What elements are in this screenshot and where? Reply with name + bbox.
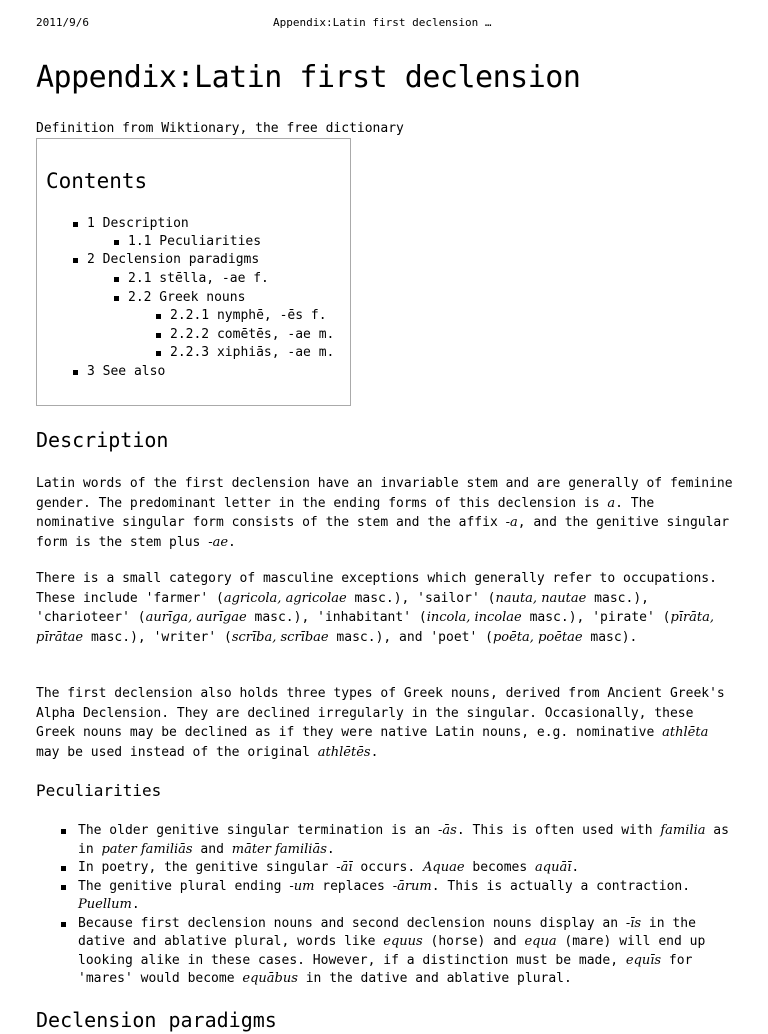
- toc-item-greek-nouns[interactable]: 2.2 Greek nouns: [128, 290, 246, 305]
- section-heading-peculiarities: Peculiarities: [36, 781, 162, 800]
- source-line: Definition from Wiktionary, the free dictionary: [36, 121, 404, 136]
- table-of-contents: [36, 138, 351, 406]
- section-heading-description: Description: [36, 428, 169, 452]
- toc-item-stella[interactable]: 2.1 stēlla, -ae f.: [128, 271, 269, 286]
- page-title: Appendix:Latin first declension: [36, 60, 581, 95]
- paragraph-description-1: Latin words of the first declension have an invariable stem and are generally of feminine gender. The predominant letter in the ending forms of this declension is a. The nominative singular form consists of the stem and the affix -a, and the genitive singular form is the stem plus -ae.: [36, 476, 733, 550]
- list-item: In poetry, the genitive singular -āī occurs. Aquae becomes aquāī.: [36, 859, 736, 878]
- toc-item-see-also[interactable]: 3 See also: [87, 364, 166, 379]
- list-item: The older genitive singular termination is an -ās. This is often used with familia as in pater familiās and māter familiās.: [36, 822, 736, 859]
- toc-item-nymphe[interactable]: 2.2.1 nymphē, -ēs f.: [170, 308, 327, 323]
- print-date: 2011/9/6: [36, 16, 89, 29]
- paragraph-description-2: There is a small category of masculine exceptions which generally refer to occupations. These include 'farmer' (agricola, agricolae masc.), 'sailor' (nauta, nautae masc.), 'charioteer' (aurīga, aurīgae masc.), 'inhabitant' (incola, incolae masc.), 'pirate' (pīrāta, pīrātae masc.), 'writer' (scrība, scrībae masc.), and 'poet' (poēta, poētae masc).: [36, 571, 717, 645]
- toc-item-xiphias[interactable]: 2.2.3 xiphiās, -ae m.: [170, 345, 335, 360]
- toc-item-cometes[interactable]: 2.2.2 comētēs, -ae m.: [170, 327, 335, 342]
- peculiarities-list: [36, 822, 736, 989]
- paragraph-description-3: The first declension also holds three types of Greek nouns, derived from Ancient Greek's Alpha Declension. They are declined irregularly in the singular. Occasionally, these Greek nouns may be declined as if they were native Latin nouns, e.g. nominative athlēta may be used instead of the original athlētēs.: [36, 686, 725, 760]
- print-title: Appendix:Latin first declension …: [273, 16, 492, 29]
- list-item: Because first declension nouns and second declension nouns display an -īs in the dative and ablative plural, words like equus (horse) and equa (mare) will end up looking alike in these cases. However, if a distinction must be made, equīs for 'mares' would become equābus in the dative and ablative plural.: [36, 915, 736, 989]
- toc-item-description[interactable]: 1 Description: [87, 216, 189, 231]
- toc-item-peculiarities[interactable]: 1.1 Peculiarities: [128, 234, 262, 249]
- toc-item-declension-paradigms[interactable]: 2 Declension paradigms: [87, 252, 260, 267]
- toc-title: Contents: [46, 169, 148, 193]
- section-heading-declension-paradigms: Declension paradigms: [36, 1008, 277, 1032]
- list-item: The genitive plural ending -um replaces -ārum. This is actually a contraction. Puellum.: [36, 878, 736, 915]
